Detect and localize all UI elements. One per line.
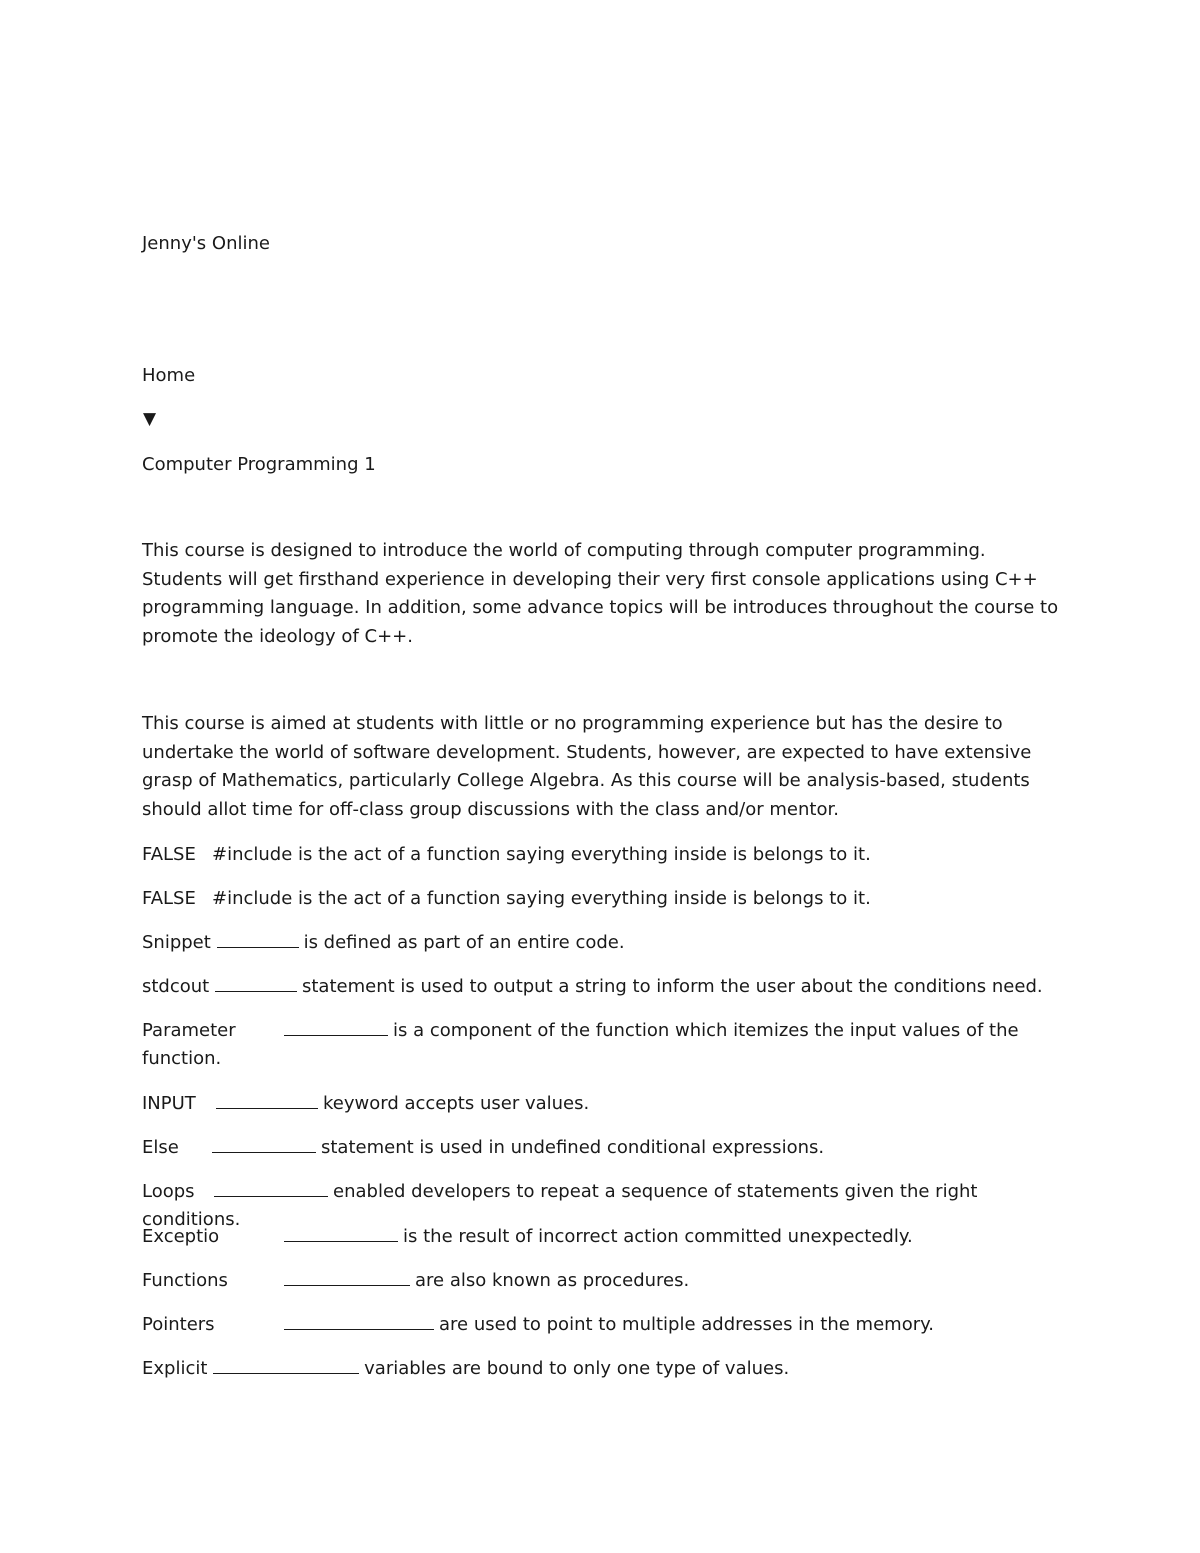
question-item	[142, 929, 1072, 957]
answer-blank	[216, 1090, 318, 1109]
answer-blank	[212, 1134, 316, 1153]
course-title: Computer Programming 1	[142, 454, 376, 475]
question-text: statement is used to output a string to inform the user about the conditions need.	[301, 976, 1043, 997]
question-item	[142, 1134, 1072, 1162]
answer-blank	[217, 929, 299, 948]
course-description-2: This course is aimed at students with little or no programming experience but has the desire to undertake the world of software development. Students, however, are expected to have extensive grasp of Mathematics, particularly College Algebra. As this course will be analysis-based, students should allot time for off-class group discussions with the class and/or mentor.	[142, 713, 1032, 821]
answer-blank	[284, 1267, 410, 1286]
answer-blank	[213, 1355, 359, 1374]
question-answer: Pointers	[142, 1314, 215, 1335]
question-text: enabled developers to repeat a sequence of statements given the right conditions.	[142, 1181, 978, 1230]
answer-blank	[284, 1311, 434, 1330]
breadcrumb-home-link[interactable]: Home	[142, 365, 196, 386]
answer-blank	[284, 1223, 398, 1242]
question-item	[142, 1017, 1072, 1073]
question-text: are also known as procedures.	[415, 1270, 690, 1291]
question-text: keyword accepts user values.	[323, 1093, 590, 1114]
question-item	[142, 1223, 1072, 1251]
question-answer: FALSE	[142, 844, 196, 865]
question-answer: Loops	[142, 1181, 195, 1202]
question-text: #include is the act of a function saying everything inside is belongs to it.	[212, 844, 871, 865]
question-item	[142, 885, 1072, 913]
site-title: Jenny's Online	[142, 233, 270, 254]
question-text: statement is used in undefined conditional expressions.	[321, 1137, 825, 1158]
question-item	[142, 1090, 1072, 1118]
question-item	[142, 973, 1072, 1001]
answer-blank	[214, 1178, 328, 1197]
question-item	[142, 1267, 1072, 1295]
question-item	[142, 1355, 1072, 1383]
question-answer: Explicit	[142, 1358, 208, 1379]
question-text: are used to point to multiple addresses in the memory.	[439, 1314, 934, 1335]
question-text: is defined as part of an entire code.	[303, 932, 625, 953]
answer-blank	[284, 1017, 388, 1036]
question-text: is a component of the function which itemizes the input values of the function.	[142, 1020, 1019, 1069]
chevron-down-icon: ▼	[143, 409, 157, 429]
question-answer: INPUT	[142, 1093, 196, 1114]
question-answer: Exceptio	[142, 1226, 220, 1247]
question-text: is the result of incorrect action committed unexpectedly.	[403, 1226, 913, 1247]
question-answer: stdcout	[142, 976, 210, 997]
question-answer: Parameter	[142, 1020, 236, 1041]
answer-blank	[215, 973, 297, 992]
question-answer: FALSE	[142, 888, 196, 909]
question-answer: Else	[142, 1137, 179, 1158]
question-item	[142, 841, 1072, 869]
question-answer: Functions	[142, 1270, 228, 1291]
question-text: variables are bound to only one type of values.	[364, 1358, 790, 1379]
question-item	[142, 1311, 1072, 1339]
course-description-1: This course is designed to introduce the world of computing through computer programming. Students will get firsthand experience in developing their very first console applications using C++ programming language. In addition, some advance topics will be introduces throughout the course to promote the ideology of C++.	[142, 540, 1059, 648]
question-text: #include is the act of a function saying everything inside is belongs to it.	[212, 888, 871, 909]
question-answer: Snippet	[142, 932, 211, 953]
